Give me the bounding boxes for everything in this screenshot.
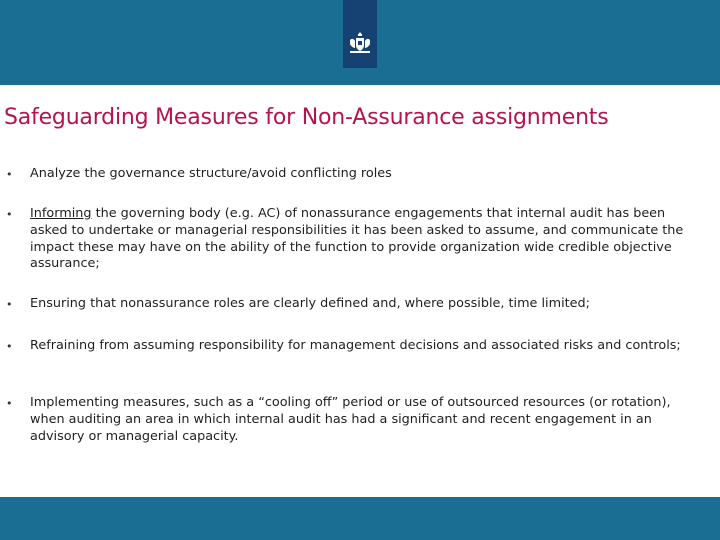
bullet-text: Ensuring that nonassurance roles are clearly defined and, where possible, time limited; [30, 296, 590, 311]
bullet-text: Analyze the governance structure/avoid conflicting roles [30, 166, 392, 181]
bullet-text: Implementing measures, such as a “cooling off” period or use of outsourced resources (or rotation), when auditing an area in which internal audit has had a significant and recent engagement in an advisory or managerial capacity. [30, 395, 671, 444]
bullet-text: Refraining from assuming responsibility for management decisions and associated risks and controls; [30, 338, 681, 353]
bullet-marker: • [6, 397, 13, 410]
emphasized-word: Informing [30, 206, 92, 221]
page-title: Safeguarding Measures for Non-Assurance assignments [4, 105, 609, 130]
bullet-marker: • [6, 208, 13, 221]
bullet-marker: • [6, 340, 13, 353]
bullet-marker: • [6, 298, 13, 311]
bullet-text: Informing the governing body (e.g. AC) of nonassurance engagements that internal audit has been asked to undertake or managerial responsibilities it has been asked to assume, and communicate the impact these may have on the ability of the function to provide organization wide credible objective assurance; [30, 206, 684, 272]
footer-bar [0, 497, 720, 540]
bullet-marker: • [6, 168, 13, 181]
